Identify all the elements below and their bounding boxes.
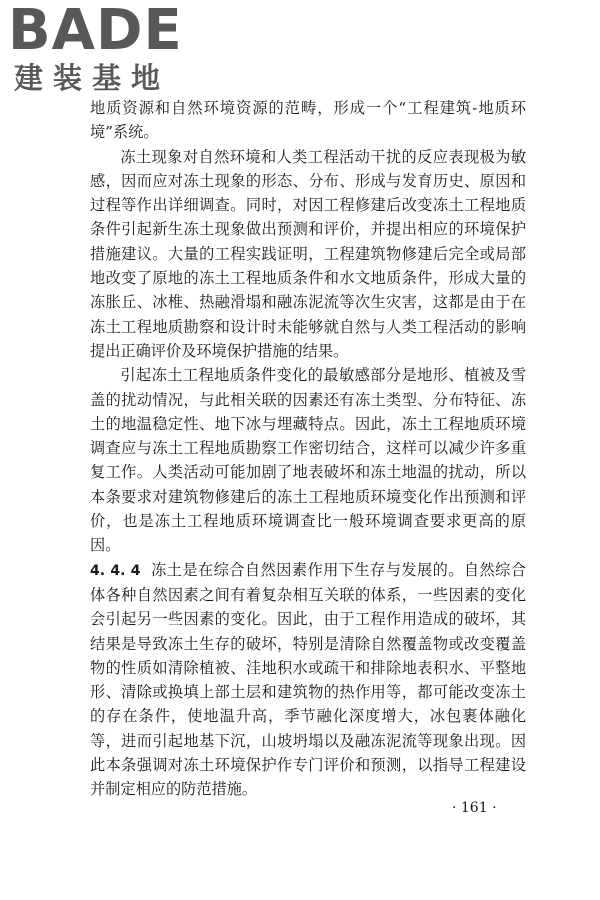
logo-subtitle: 建装基地: [14, 61, 171, 95]
paragraph-frozen-soil-phenomena: 冻土现象对自然环境和人类工程活动干扰的反应表现极为敏感，因而应对冻土现象的形态、分布、形成与发育历史、原因和过程等作出详细调查。同时，对因工程修建后改变冻土工程地质条件引起新生冻土现象做出预测和评价，并提出相应的环境保护措施建议。大量的工程实践证明，工程建筑物修建后完全或局部地改变了原地的冻土工程地质条件和水文地质条件，形成大量的冻胀丘、冰椎、热融滑塌和融冻泥流等次生灾害，这都是由于在冻土工程地质勘察和设计时未能够就自然与人类工程活动的影响提出正确评价及环境保护措施的结果。: [90, 147, 526, 360]
section-text: 冻土是在综合自然因素作用下生存与发展的。自然综合体各种自然因素之间有着复杂相互关联的体系，一些因素的变化会引起另一些因素的变化。因此，由于工程作用造成的破坏，其结果是导致冻土生存的破坏，特别是清除自然覆盖物或改变覆盖物的性质如清除植被、洼地积水或疏干和排除地表积水、平整地形、清除或换填上部土层和建筑物的热作用等，都可能改变冻土的存在条件，使地温升高，季节融化深度增大，冰包裹体融化等，进而引起地基下沉，山坡坍塌以及融冻泥流等现象出现。因此本条强调对冻土环境保护作专门评价和预测，以指导工程建设并制定相应的防范措施。: [90, 560, 526, 799]
logo-wordmark: BADE: [8, 0, 183, 63]
paragraph-section-4-4-4: [90, 558, 526, 802]
section-number: 4. 4. 4: [90, 562, 141, 579]
paragraph-continuation: 地质资源和自然环境资源的范畴，形成一个“工程建筑-地质环境”系统。: [90, 99, 526, 142]
page-body: [90, 96, 526, 802]
paragraph-sensitive-factors: 引起冻土工程地质条件变化的最敏感部分是地形、植被及雪盖的扰动情况，与此相关联的因素还有冻土类型、分布特征、冻土的地温稳定性、地下冰与埋藏特点。因此，冻土工程地质环境调查应与冻土工程地质勘察工作密切结合，这样可以减少许多重复工作。人类活动可能加剧了地表破坏和冻土地温的扰动，所以本条要求对建筑物修建后的冻土工程地质环境变化作出预测和评价，也是冻土工程地质环境调查比一般环境调查要求更高的原因。: [90, 366, 526, 555]
bade-logo: [8, 0, 183, 98]
page-number: · 161 ·: [452, 800, 497, 816]
